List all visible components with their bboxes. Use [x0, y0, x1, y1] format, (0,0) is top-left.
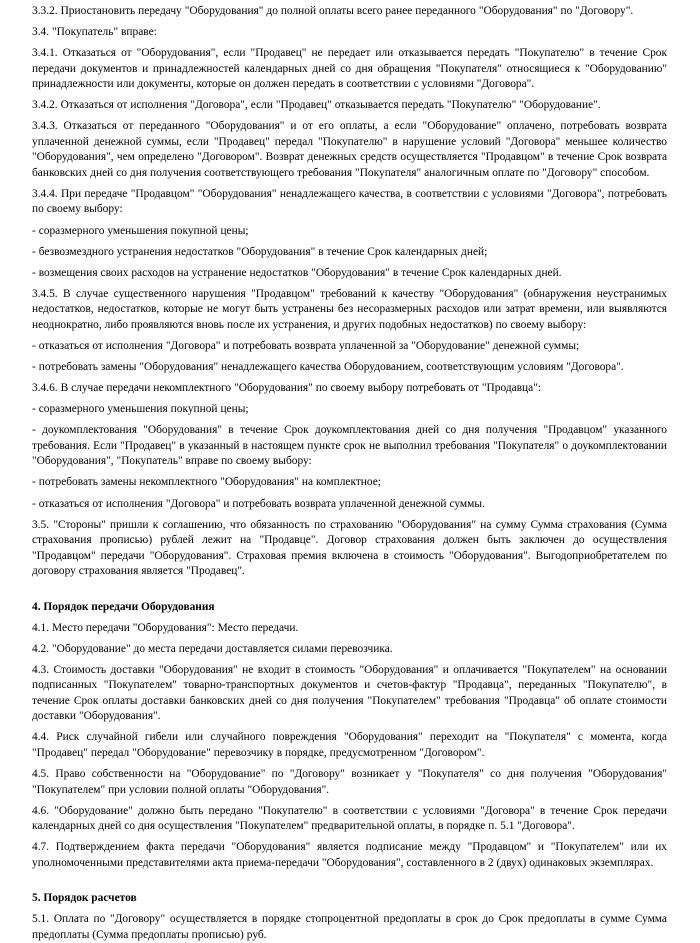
- clause-3-4-1: 3.4.1. Отказаться от "Оборудования", если "Продавец" не передает или отказывается передать "Покупателю" в течение Срок передачи документов и принадлежностей календарных дней со дня обращения "Покупателя" относящиеся к "Оборудованию" принадлежности или документы, которые он должен передать в соответствии с условиями "Договора".: [32, 47, 667, 91]
- clause-3-4-5-item-1: - отказаться от исполнения "Договора" и потребовать возврата уплаченной за "Оборудование" денежной суммы;: [32, 339, 580, 352]
- clause-3-4: 3.4. "Покупатель" вправе:: [32, 26, 157, 39]
- clause-4-1: 4.1. Место передачи "Оборудования": Место передачи.: [32, 621, 299, 634]
- clause-3-4-4-item-1: - соразмерного уменьшения покупной цены;: [32, 224, 249, 237]
- clause-3-4-2: 3.4.2. Отказаться от исполнения "Договора", если "Продавец" отказывается передать "Покупателю" "Оборудование".: [32, 99, 601, 112]
- clause-3-4-6-item-2: - доукомплектования "Оборудования" в течение Срок доукомплектования дней со дня получения "Продавцом" указанного требования. Если "Продавец" в указанный в настоящем пункте срок не выполнил требования "Покупателя" о доукомплектовании "Оборудования", "Покупатель" вправе по своему выбору:: [32, 424, 667, 468]
- clause-5-1: 5.1. Оплата по "Договору" осуществляется в порядке стопроцентной предоплаты в срок до Срок предоплаты в сумме Сумма предоплаты (Сумма предоплаты прописью) руб.: [32, 913, 667, 941]
- clause-3-4-5-item-2: - потребовать замены "Оборудования" ненадлежащего качества Оборудованием, соответствующим условиям "Договора".: [32, 361, 624, 374]
- clause-4-6: 4.6. "Оборудование" должно быть передано "Покупателю" в соответствии с условиями "Договора" в течение Срок передачи календарных дней со дня осуществления "Покупателем" предварительной оплаты, в порядке п. 5.1 "Договора".: [32, 804, 667, 833]
- clause-4-7: 4.7. Подтверждением факта передачи "Оборудования" является подписание между "Продавцом" и "Покупателем" или их уполномоченными представителями акта приема-передачи "Оборудования", составленного в 2 (двух) одинаковых экземплярах.: [32, 841, 667, 869]
- clause-4-4: 4.4. Риск случайной гибели или случайного повреждения "Оборудования" переходит на "Покупателя" с момента, когда "Продавец" передал "Оборудование" перевозчику в порядке, предусмотренном "Договором".: [32, 731, 667, 759]
- clause-3-4-6-item-1: - соразмерного уменьшения покупной цены;: [32, 403, 249, 416]
- clause-3-4-6: 3.4.6. В случае передачи некомплектного "Оборудования" по своему выбору потребовать от "Продавца":: [32, 382, 542, 395]
- section-heading-5: 5. Порядок расчетов: [32, 892, 137, 905]
- clause-3-4-6-item-4: - отказаться от исполнения "Договора" и потребовать возврата уплаченной денежной суммы.: [32, 497, 485, 510]
- clause-3-4-4-item-3: - возмещения своих расходов на устранение недостатков "Оборудования" в течение Срок календарных дней.: [32, 266, 562, 279]
- clause-4-2: 4.2. "Оборудование" до места передачи доставляется силами перевозчика.: [32, 642, 393, 655]
- clause-3-4-3: 3.4.3. Отказаться от переданного "Оборудования" и от его оплаты, а если "Оборудование" оплачено, потребовать возврата уплаченной денежной суммы, если "Продавец" передал "Покупателю" в нарушение условий "Договора" меньшее количество "Оборудования", чем определено "Договором". Возврат денежных средств осуществляется "Продавцом" в течение Срок возврата банковских дней со дня получения соответствующего требования "Покупателя" аналогичным оплате по "Договору" способом.: [32, 120, 667, 179]
- clause-3-3-2: 3.3.2. Приостановить передачу "Оборудования" до полной оплаты всего ранее переданного "Оборудования" по "Договору".: [32, 5, 634, 17]
- clause-4-5: 4.5. Право собственности на "Оборудование" по "Договору" возникает у "Покупателя" со дня получения "Оборудования" "Покупателем" при условии полной оплаты "Оборудования".: [32, 768, 667, 796]
- clause-3-4-5: 3.4.5. В случае существенного нарушения "Продавцом" требований к качеству "Оборудования" (обнаружения неустранимых недостатков, недостатков, которые не могут быть устранены без несоразмерных расходов или затрат времени, или выявляются неоднократно, либо проявляются вновь после их устранения, и других подобных недостатков) по своему выбору:: [32, 287, 667, 331]
- section-heading-4: 4. Порядок передачи Оборудования: [32, 600, 215, 613]
- clause-3-4-4: 3.4.4. При передаче "Продавцом" "Оборудования" ненадлежащего качества, в соответствии с условиями "Договора", потребовать по своему выбору:: [32, 187, 667, 216]
- clause-3-5: 3.5. "Стороны" пришли к соглашению, что обязанность по страхованию "Оборудования" на сумму Сумма страхования (Сумма страхования прописью) рублей лежит на "Продавце". Договор страхования должен быть заключен до осуществления "Продавцом" передачи "Оборудования". Страховая премия включена в стоимость "Оборудования". Выгодоприобретателем по договору страхования является "Продавец".: [32, 518, 667, 578]
- clause-3-4-6-item-3: - потребовать замены некомплектного "Оборудования" на комплектное;: [32, 476, 381, 489]
- clause-3-4-4-item-2: - безвозмездного устранения недостатков "Оборудования" в течение Срок календарных дней;: [32, 245, 488, 258]
- clause-4-3: 4.3. Стоимость доставки "Оборудования" не входит в стоимость "Оборудования" и оплачивается "Покупателем" на основании подписанных "Покупателем" товарно-транспортных документов и счетов-фактур "Продавца", переданных "Покупателю", в течение Срок оплаты доставки банковских дней со дня получения "Покупателем" требования "Продавца" об оплате стоимости доставки "Оборудования".: [32, 663, 667, 723]
- document-body: [32, 4, 667, 943]
